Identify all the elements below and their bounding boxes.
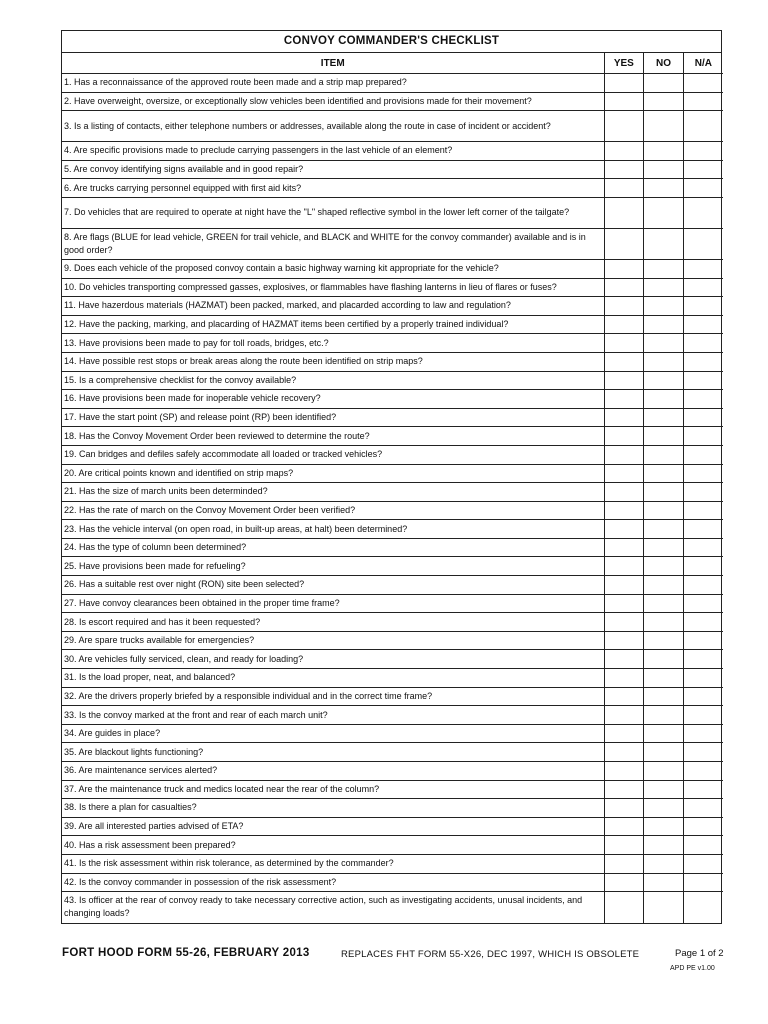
yes-checkbox[interactable] [604, 278, 644, 297]
no-checkbox[interactable] [644, 873, 684, 892]
checklist-row [62, 483, 723, 502]
checklist-row [62, 92, 723, 111]
no-checkbox[interactable] [644, 408, 684, 427]
na-checkbox[interactable] [683, 762, 723, 781]
column-header-item: ITEM [62, 53, 604, 74]
checklist-question: 7. Do vehicles that are required to operate at night have the "L" shaped reflective symbol in the lower left corner of the tailgate? [62, 197, 604, 228]
yes-checkbox[interactable] [604, 780, 644, 799]
page-number: Page 1 of 2 [675, 948, 724, 959]
checklist-question: 35. Are blackout lights functioning? [62, 743, 604, 762]
checklist-question: 13. Have provisions been made to pay for toll roads, bridges, etc.? [62, 334, 604, 353]
checklist-question: 30. Are vehicles fully serviced, clean, and ready for loading? [62, 650, 604, 669]
na-checkbox[interactable] [683, 74, 723, 93]
checklist-row [62, 297, 723, 316]
yes-checkbox[interactable] [604, 557, 644, 576]
no-checkbox[interactable] [644, 179, 684, 198]
na-checkbox[interactable] [683, 576, 723, 595]
yes-checkbox[interactable] [604, 179, 644, 198]
yes-checkbox[interactable] [604, 631, 644, 650]
checklist-row [62, 179, 723, 198]
no-checkbox[interactable] [644, 111, 684, 142]
na-checkbox[interactable] [683, 179, 723, 198]
checklist-question: 1. Has a reconnaissance of the approved route been made and a strip map prepared? [62, 74, 604, 93]
checklist-row [62, 724, 723, 743]
yes-checkbox[interactable] [604, 743, 644, 762]
no-checkbox[interactable] [644, 501, 684, 520]
checklist-row [62, 762, 723, 781]
yes-checkbox[interactable] [604, 445, 644, 464]
yes-checkbox[interactable] [604, 228, 644, 259]
checklist-row [62, 613, 723, 632]
checklist-row [62, 445, 723, 464]
checklist-row [62, 142, 723, 161]
na-checkbox[interactable] [683, 259, 723, 278]
checklist-row [62, 780, 723, 799]
checklist-question: 3. Is a listing of contacts, either telephone numbers or addresses, available along the route in case of incident or accident? [62, 111, 604, 142]
no-checkbox[interactable] [644, 669, 684, 688]
no-checkbox[interactable] [644, 650, 684, 669]
na-checkbox[interactable] [683, 352, 723, 371]
form-number: FORT HOOD FORM 55-26, FEBRUARY 2013 [62, 947, 310, 959]
yes-checkbox[interactable] [604, 538, 644, 557]
yes-checkbox[interactable] [604, 334, 644, 353]
checklist-question: 20. Are critical points known and identified on strip maps? [62, 464, 604, 483]
na-checkbox[interactable] [683, 854, 723, 873]
na-checkbox[interactable] [683, 817, 723, 836]
yes-checkbox[interactable] [604, 873, 644, 892]
checklist-question: 34. Are guides in place? [62, 724, 604, 743]
na-checkbox[interactable] [683, 706, 723, 725]
checklist-question: 43. Is officer at the rear of convoy ready to take necessary corrective action, such as investigating accidents, unusal incidents, and changing loads? [62, 892, 604, 923]
checklist-question: 33. Is the convoy marked at the front and rear of each march unit? [62, 706, 604, 725]
checklist-row [62, 576, 723, 595]
na-checkbox[interactable] [683, 315, 723, 334]
no-checkbox[interactable] [644, 445, 684, 464]
header-row [62, 53, 723, 74]
yes-checkbox[interactable] [604, 687, 644, 706]
na-checkbox[interactable] [683, 483, 723, 502]
checklist-row [62, 669, 723, 688]
no-checkbox[interactable] [644, 142, 684, 161]
checklist-question: 22. Has the rate of march on the Convoy Movement Order been verified? [62, 501, 604, 520]
na-checkbox[interactable] [683, 408, 723, 427]
checklist-question: 29. Are spare trucks available for emergencies? [62, 631, 604, 650]
checklist-question: 9. Does each vehicle of the proposed convoy contain a basic highway warning kit appropriate for the vehicle? [62, 259, 604, 278]
na-checkbox[interactable] [683, 687, 723, 706]
checklist-question: 11. Have hazerdous materials (HAZMAT) been packed, marked, and placarded according to law and regulation? [62, 297, 604, 316]
checklist-row [62, 892, 723, 923]
yes-checkbox[interactable] [604, 669, 644, 688]
na-checkbox[interactable] [683, 538, 723, 557]
column-header-na: N/A [683, 53, 723, 74]
yes-checkbox[interactable] [604, 390, 644, 409]
checklist-row [62, 650, 723, 669]
yes-checkbox[interactable] [604, 142, 644, 161]
no-checkbox[interactable] [644, 780, 684, 799]
na-checkbox[interactable] [683, 743, 723, 762]
no-checkbox[interactable] [644, 390, 684, 409]
checklist-question: 37. Are the maintenance truck and medics located near the rear of the column? [62, 780, 604, 799]
checklist-question: 32. Are the drivers properly briefed by a responsible individual and in the correct time frame? [62, 687, 604, 706]
na-checkbox[interactable] [683, 501, 723, 520]
column-header-yes: YES [604, 53, 644, 74]
na-checkbox[interactable] [683, 724, 723, 743]
yes-checkbox[interactable] [604, 111, 644, 142]
yes-checkbox[interactable] [604, 483, 644, 502]
no-checkbox[interactable] [644, 371, 684, 390]
checklist-row [62, 836, 723, 855]
checklist-table [62, 53, 723, 923]
na-checkbox[interactable] [683, 464, 723, 483]
checklist-row [62, 315, 723, 334]
checklist-row [62, 464, 723, 483]
no-checkbox[interactable] [644, 92, 684, 111]
checklist-row [62, 74, 723, 93]
na-checkbox[interactable] [683, 92, 723, 111]
checklist-form [61, 30, 722, 924]
no-checkbox[interactable] [644, 892, 684, 923]
no-checkbox[interactable] [644, 613, 684, 632]
no-checkbox[interactable] [644, 160, 684, 179]
na-checkbox[interactable] [683, 197, 723, 228]
checklist-question: 27. Have convoy clearances been obtained in the proper time frame? [62, 594, 604, 613]
na-checkbox[interactable] [683, 142, 723, 161]
no-checkbox[interactable] [644, 315, 684, 334]
no-checkbox[interactable] [644, 576, 684, 595]
yes-checkbox[interactable] [604, 724, 644, 743]
no-checkbox[interactable] [644, 724, 684, 743]
no-checkbox[interactable] [644, 334, 684, 353]
checklist-question: 24. Has the type of column been determined? [62, 538, 604, 557]
checklist-question: 19. Can bridges and defiles safely accommodate all loaded or tracked vehicles? [62, 445, 604, 464]
checklist-question: 8. Are flags (BLUE for lead vehicle, GREEN for trail vehicle, and BLACK and WHITE for the convoy commander) available and is in good order? [62, 228, 604, 259]
no-checkbox[interactable] [644, 817, 684, 836]
yes-checkbox[interactable] [604, 371, 644, 390]
na-checkbox[interactable] [683, 297, 723, 316]
checklist-row [62, 687, 723, 706]
checklist-question: 38. Is there a plan for casualties? [62, 799, 604, 818]
no-checkbox[interactable] [644, 687, 684, 706]
yes-checkbox[interactable] [604, 613, 644, 632]
checklist-row [62, 631, 723, 650]
yes-checkbox[interactable] [604, 464, 644, 483]
replaces-notice: REPLACES FHT FORM 55-X26, DEC 1997, WHICH IS OBSOLETE [341, 949, 640, 960]
checklist-row [62, 817, 723, 836]
checklist-row [62, 197, 723, 228]
checklist-question: 18. Has the Convoy Movement Order been reviewed to determine the route? [62, 427, 604, 446]
checklist-question: 31. Is the load proper, neat, and balanced? [62, 669, 604, 688]
na-checkbox[interactable] [683, 160, 723, 179]
na-checkbox[interactable] [683, 613, 723, 632]
na-checkbox[interactable] [683, 873, 723, 892]
checklist-question: 16. Have provisions been made for inoperable vehicle recovery? [62, 390, 604, 409]
yes-checkbox[interactable] [604, 650, 644, 669]
na-checkbox[interactable] [683, 836, 723, 855]
checklist-row [62, 352, 723, 371]
apd-version: APD PE v1.00 [670, 965, 715, 972]
no-checkbox[interactable] [644, 197, 684, 228]
no-checkbox[interactable] [644, 538, 684, 557]
yes-checkbox[interactable] [604, 352, 644, 371]
no-checkbox[interactable] [644, 427, 684, 446]
checklist-row [62, 160, 723, 179]
yes-checkbox[interactable] [604, 297, 644, 316]
yes-checkbox[interactable] [604, 520, 644, 539]
no-checkbox[interactable] [644, 278, 684, 297]
no-checkbox[interactable] [644, 836, 684, 855]
yes-checkbox[interactable] [604, 762, 644, 781]
yes-checkbox[interactable] [604, 160, 644, 179]
no-checkbox[interactable] [644, 352, 684, 371]
no-checkbox[interactable] [644, 631, 684, 650]
yes-checkbox[interactable] [604, 408, 644, 427]
na-checkbox[interactable] [683, 111, 723, 142]
yes-checkbox[interactable] [604, 817, 644, 836]
checklist-question: 40. Has a risk assessment been prepared? [62, 836, 604, 855]
checklist-question: 4. Are specific provisions made to preclude carrying passengers in the last vehicle of an element? [62, 142, 604, 161]
checklist-row [62, 873, 723, 892]
checklist-row [62, 111, 723, 142]
na-checkbox[interactable] [683, 557, 723, 576]
yes-checkbox[interactable] [604, 854, 644, 873]
yes-checkbox[interactable] [604, 92, 644, 111]
na-checkbox[interactable] [683, 445, 723, 464]
checklist-row [62, 501, 723, 520]
checklist-row [62, 278, 723, 297]
checklist-question: 2. Have overweight, oversize, or exceptionally slow vehicles been identified and provisions made for their movement? [62, 92, 604, 111]
checklist-question: 10. Do vehicles transporting compressed gasses, explosives, or flammables have flashing lanterns in lieu of flares or fuses? [62, 278, 604, 297]
checklist-question: 17. Have the start point (SP) and release point (RP) been identified? [62, 408, 604, 427]
yes-checkbox[interactable] [604, 74, 644, 93]
no-checkbox[interactable] [644, 259, 684, 278]
yes-checkbox[interactable] [604, 501, 644, 520]
checklist-question: 14. Have possible rest stops or break areas along the route been identified on strip maps? [62, 352, 604, 371]
column-header-no: NO [644, 53, 684, 74]
yes-checkbox[interactable] [604, 315, 644, 334]
checklist-question: 15. Is a comprehensive checklist for the convoy available? [62, 371, 604, 390]
yes-checkbox[interactable] [604, 706, 644, 725]
no-checkbox[interactable] [644, 854, 684, 873]
no-checkbox[interactable] [644, 799, 684, 818]
yes-checkbox[interactable] [604, 259, 644, 278]
checklist-row [62, 228, 723, 259]
yes-checkbox[interactable] [604, 427, 644, 446]
checklist-row [62, 854, 723, 873]
no-checkbox[interactable] [644, 228, 684, 259]
checklist-row [62, 557, 723, 576]
yes-checkbox[interactable] [604, 197, 644, 228]
na-checkbox[interactable] [683, 228, 723, 259]
na-checkbox[interactable] [683, 390, 723, 409]
no-checkbox[interactable] [644, 557, 684, 576]
form-title: CONVOY COMMANDER'S CHECKLIST [62, 31, 721, 53]
checklist-question: 12. Have the packing, marking, and placarding of HAZMAT items been certified by a properly trained individual? [62, 315, 604, 334]
na-checkbox[interactable] [683, 631, 723, 650]
checklist-row [62, 334, 723, 353]
checklist-row [62, 538, 723, 557]
no-checkbox[interactable] [644, 743, 684, 762]
no-checkbox[interactable] [644, 483, 684, 502]
na-checkbox[interactable] [683, 427, 723, 446]
no-checkbox[interactable] [644, 520, 684, 539]
checklist-question: 41. Is the risk assessment within risk tolerance, as determined by the commander? [62, 854, 604, 873]
no-checkbox[interactable] [644, 594, 684, 613]
checklist-row [62, 259, 723, 278]
checklist-row [62, 427, 723, 446]
na-checkbox[interactable] [683, 371, 723, 390]
na-checkbox[interactable] [683, 594, 723, 613]
checklist-row [62, 520, 723, 539]
na-checkbox[interactable] [683, 650, 723, 669]
checklist-row [62, 390, 723, 409]
na-checkbox[interactable] [683, 669, 723, 688]
na-checkbox[interactable] [683, 520, 723, 539]
checklist-row [62, 408, 723, 427]
checklist-row [62, 799, 723, 818]
checklist-question: 5. Are convoy identifying signs available and in good repair? [62, 160, 604, 179]
checklist-question: 28. Is escort required and has it been requested? [62, 613, 604, 632]
na-checkbox[interactable] [683, 892, 723, 923]
yes-checkbox[interactable] [604, 799, 644, 818]
na-checkbox[interactable] [683, 334, 723, 353]
na-checkbox[interactable] [683, 278, 723, 297]
na-checkbox[interactable] [683, 799, 723, 818]
yes-checkbox[interactable] [604, 594, 644, 613]
no-checkbox[interactable] [644, 762, 684, 781]
checklist-question: 36. Are maintenance services alerted? [62, 762, 604, 781]
checklist-question: 26. Has a suitable rest over night (RON) site been selected? [62, 576, 604, 595]
checklist-row [62, 743, 723, 762]
no-checkbox[interactable] [644, 706, 684, 725]
checklist-row [62, 706, 723, 725]
checklist-question: 39. Are all interested parties advised of ETA? [62, 817, 604, 836]
yes-checkbox[interactable] [604, 836, 644, 855]
checklist-question: 6. Are trucks carrying personnel equipped with first aid kits? [62, 179, 604, 198]
na-checkbox[interactable] [683, 780, 723, 799]
checklist-question: 21. Has the size of march units been determinded? [62, 483, 604, 502]
yes-checkbox[interactable] [604, 892, 644, 923]
checklist-question: 25. Have provisions been made for refueling? [62, 557, 604, 576]
no-checkbox[interactable] [644, 74, 684, 93]
no-checkbox[interactable] [644, 297, 684, 316]
yes-checkbox[interactable] [604, 576, 644, 595]
checklist-row [62, 371, 723, 390]
checklist-row [62, 594, 723, 613]
no-checkbox[interactable] [644, 464, 684, 483]
checklist-question: 23. Has the vehicle interval (on open road, in built-up areas, at halt) been determined? [62, 520, 604, 539]
checklist-question: 42. Is the convoy commander in possession of the risk assessment? [62, 873, 604, 892]
